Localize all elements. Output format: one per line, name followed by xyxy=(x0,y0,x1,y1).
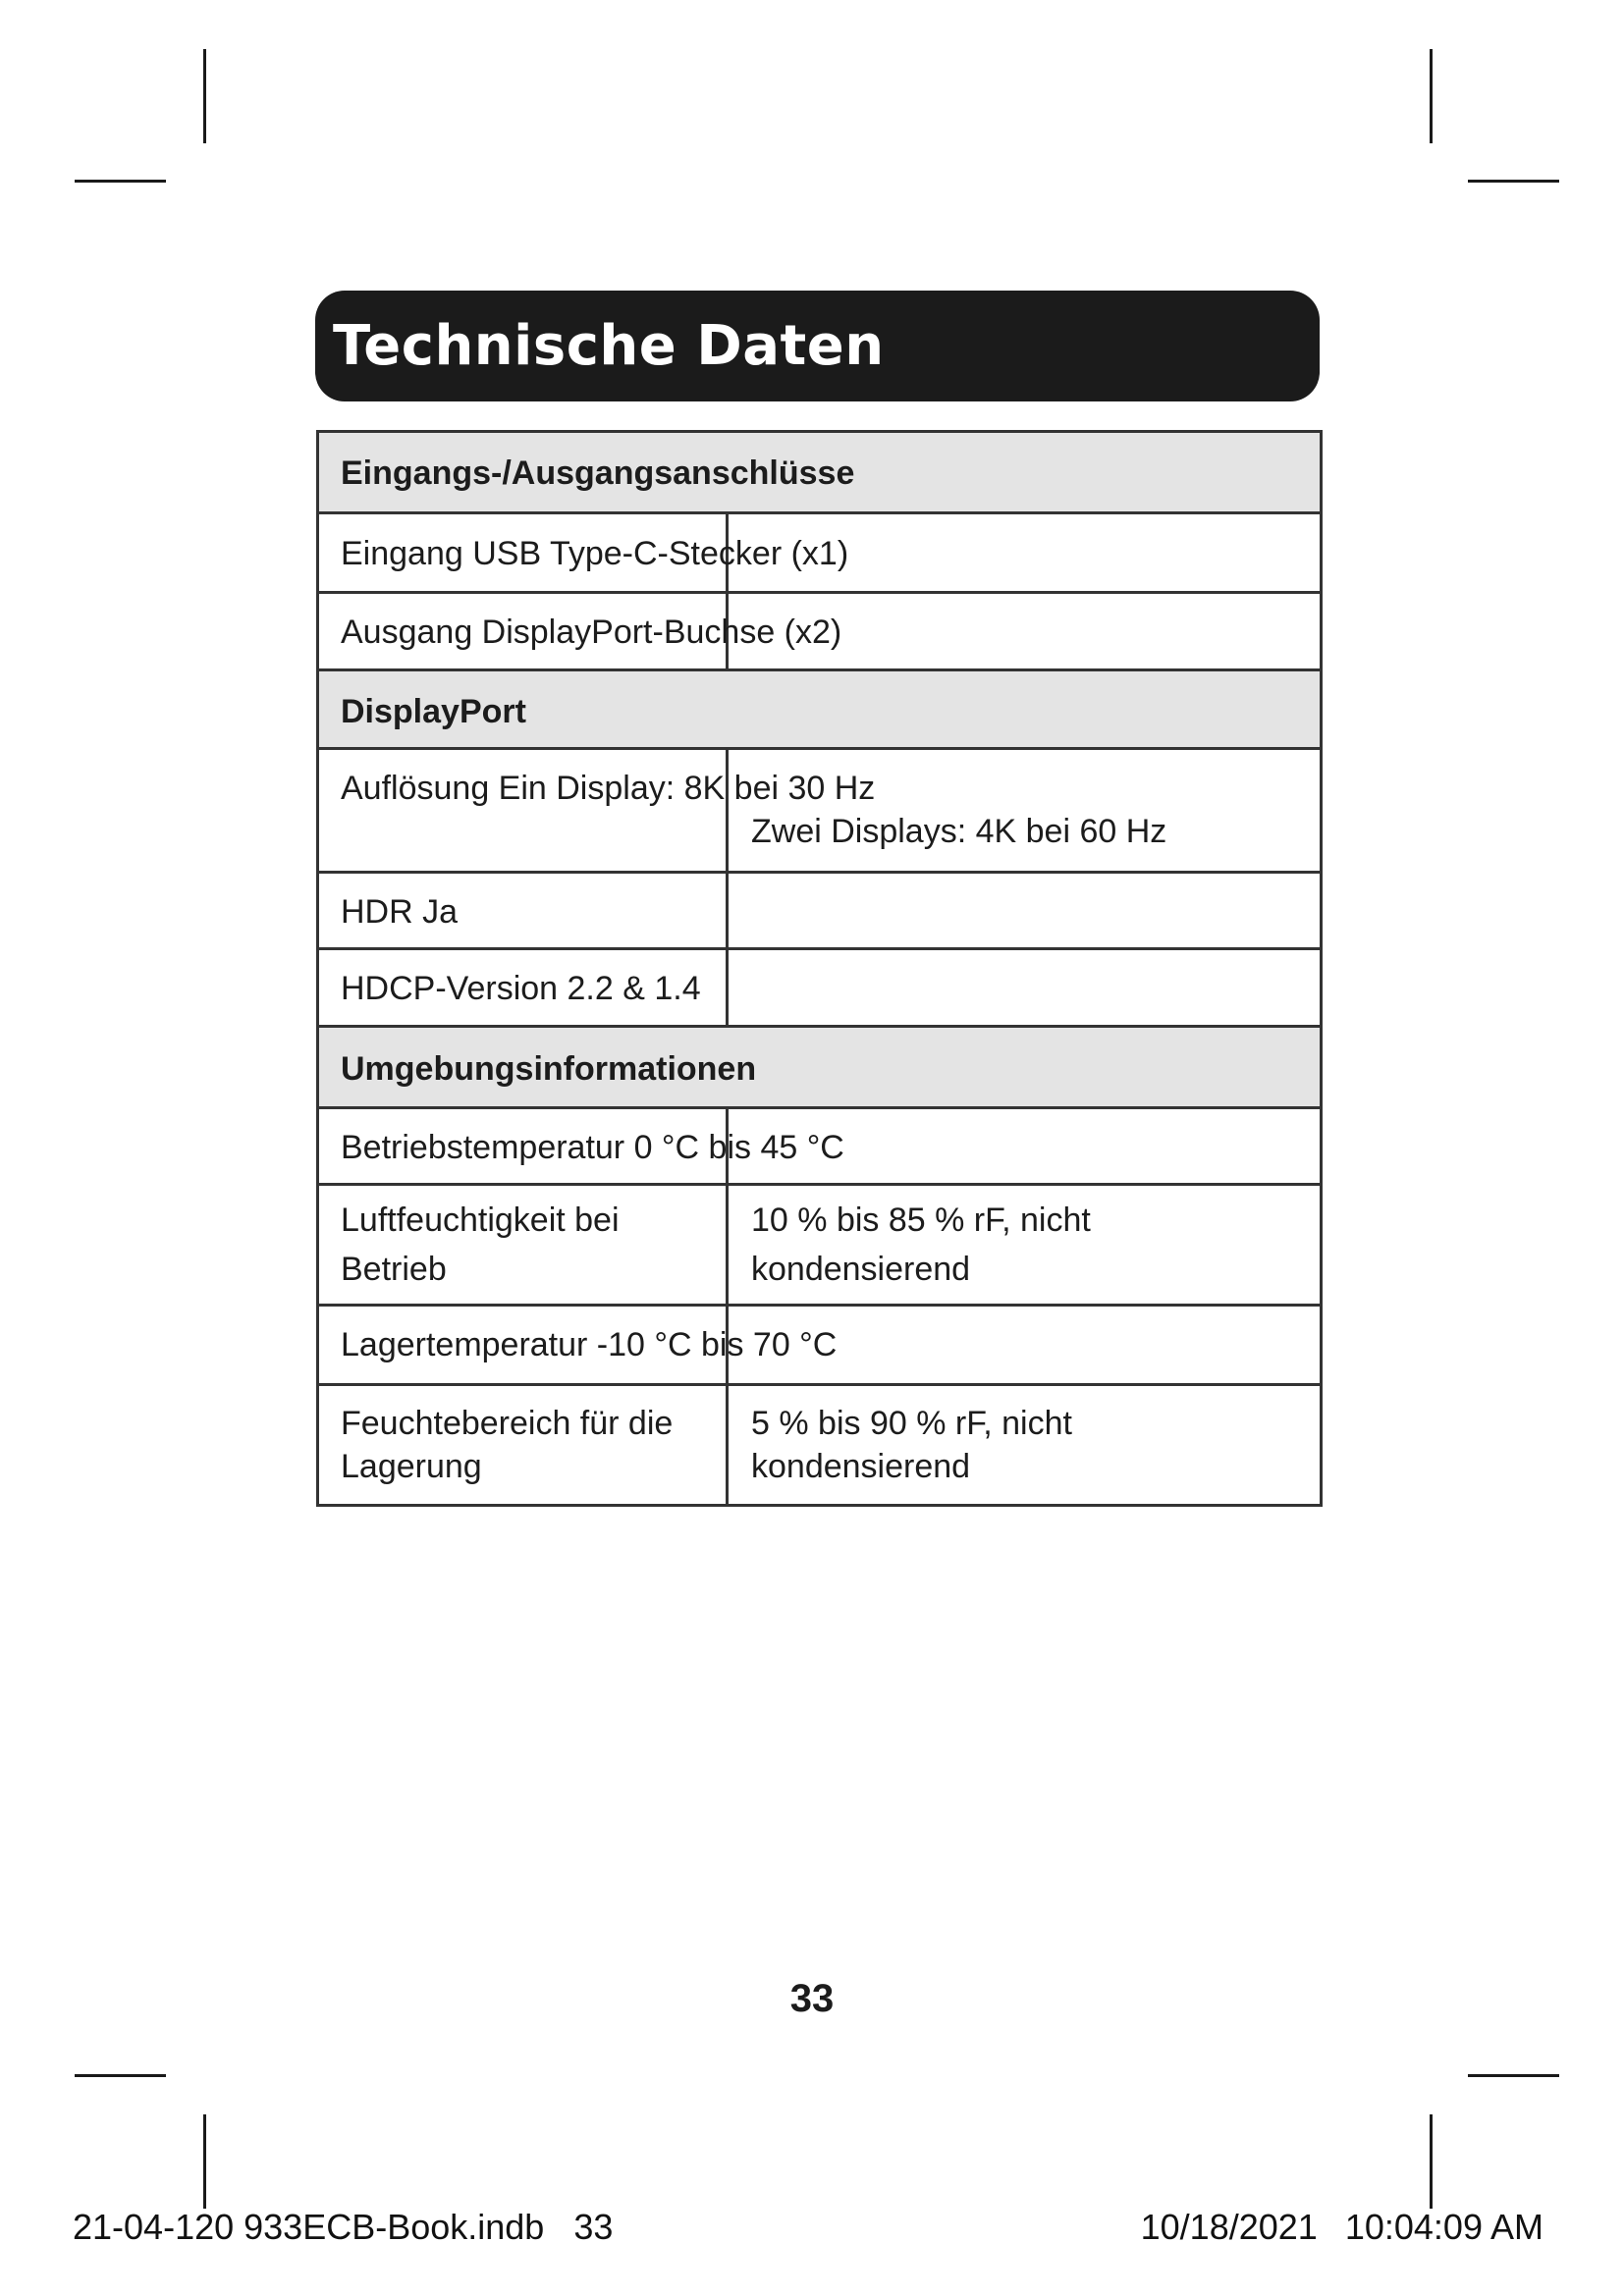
table-row xyxy=(319,1106,1320,1183)
row-operating-temp: Betriebstemperatur 0 °C bis 45 °C xyxy=(341,1129,844,1166)
section-title-bar xyxy=(315,291,1320,401)
row-humidity-storage-label-2: Lagerung xyxy=(341,1448,482,1485)
footer-file-slug: 21-04-120 933ECB-Book.indb 33 xyxy=(73,2207,614,2247)
row-humidity-operation-label-2: Betrieb xyxy=(341,1251,447,1288)
row-storage-temp: Lagertemperatur -10 °C bis 70 °C xyxy=(341,1326,838,1363)
row-usb-input: Eingang USB Type-C-Stecker (x1) xyxy=(341,535,849,572)
crop-mark-top-left-horizontal xyxy=(75,180,166,183)
page-title: Technische Daten xyxy=(333,314,885,378)
crop-mark-bottom-left-horizontal xyxy=(75,2074,166,2077)
crop-mark-top-right-horizontal xyxy=(1468,180,1559,183)
footer-timestamp xyxy=(1141,2207,1543,2248)
section-label-ports: Eingangs-/Ausgangsanschlüsse xyxy=(341,454,855,492)
crop-mark-bottom-left-vertical xyxy=(203,2114,206,2209)
page-number: 33 xyxy=(789,1977,835,2020)
row-humidity-operation-value-2: kondensierend xyxy=(751,1251,971,1288)
row-resolution: Auflösung Ein Display: 8K bei 30 Hz xyxy=(341,770,876,807)
table-row xyxy=(319,747,1320,871)
table-section-header xyxy=(319,433,1320,511)
crop-mark-bottom-right-vertical xyxy=(1430,2114,1433,2209)
table-row xyxy=(319,591,1320,668)
row-humidity-storage-label-1: Feuchtebereich für die xyxy=(341,1405,674,1442)
table-row xyxy=(319,511,1320,591)
table-row xyxy=(319,1183,1320,1304)
row-resolution-dual: Zwei Displays: 4K bei 60 Hz xyxy=(751,813,1167,850)
crop-mark-bottom-right-horizontal xyxy=(1468,2074,1559,2077)
row-hdcp: HDCP-Version 2.2 & 1.4 xyxy=(341,970,701,1007)
table-row xyxy=(319,1304,1320,1383)
table-section-header xyxy=(319,1025,1320,1106)
section-label-displayport: DisplayPort xyxy=(341,693,526,730)
row-humidity-storage-value-2: kondensierend xyxy=(751,1448,971,1485)
spec-table xyxy=(316,430,1323,1507)
row-humidity-storage-value-1: 5 % bis 90 % rF, nicht xyxy=(751,1405,1072,1442)
section-label-environment: Umgebungsinformationen xyxy=(341,1050,757,1088)
crop-mark-top-right-vertical xyxy=(1430,49,1433,143)
row-displayport-output: Ausgang DisplayPort-Buchse (x2) xyxy=(341,614,842,651)
table-row xyxy=(319,1383,1320,1504)
row-humidity-operation-value-1: 10 % bis 85 % rF, nicht xyxy=(751,1201,1091,1239)
footer-date: 10/18/2021 xyxy=(1140,2207,1318,2247)
table-section-header xyxy=(319,668,1320,747)
row-hdr: HDR Ja xyxy=(341,893,459,931)
table-row xyxy=(319,871,1320,947)
row-humidity-operation-label-1: Luftfeuchtigkeit bei xyxy=(341,1201,620,1239)
crop-mark-top-left-vertical xyxy=(203,49,206,143)
table-row xyxy=(319,947,1320,1025)
footer-time: 10:04:09 AM xyxy=(1344,2207,1543,2247)
